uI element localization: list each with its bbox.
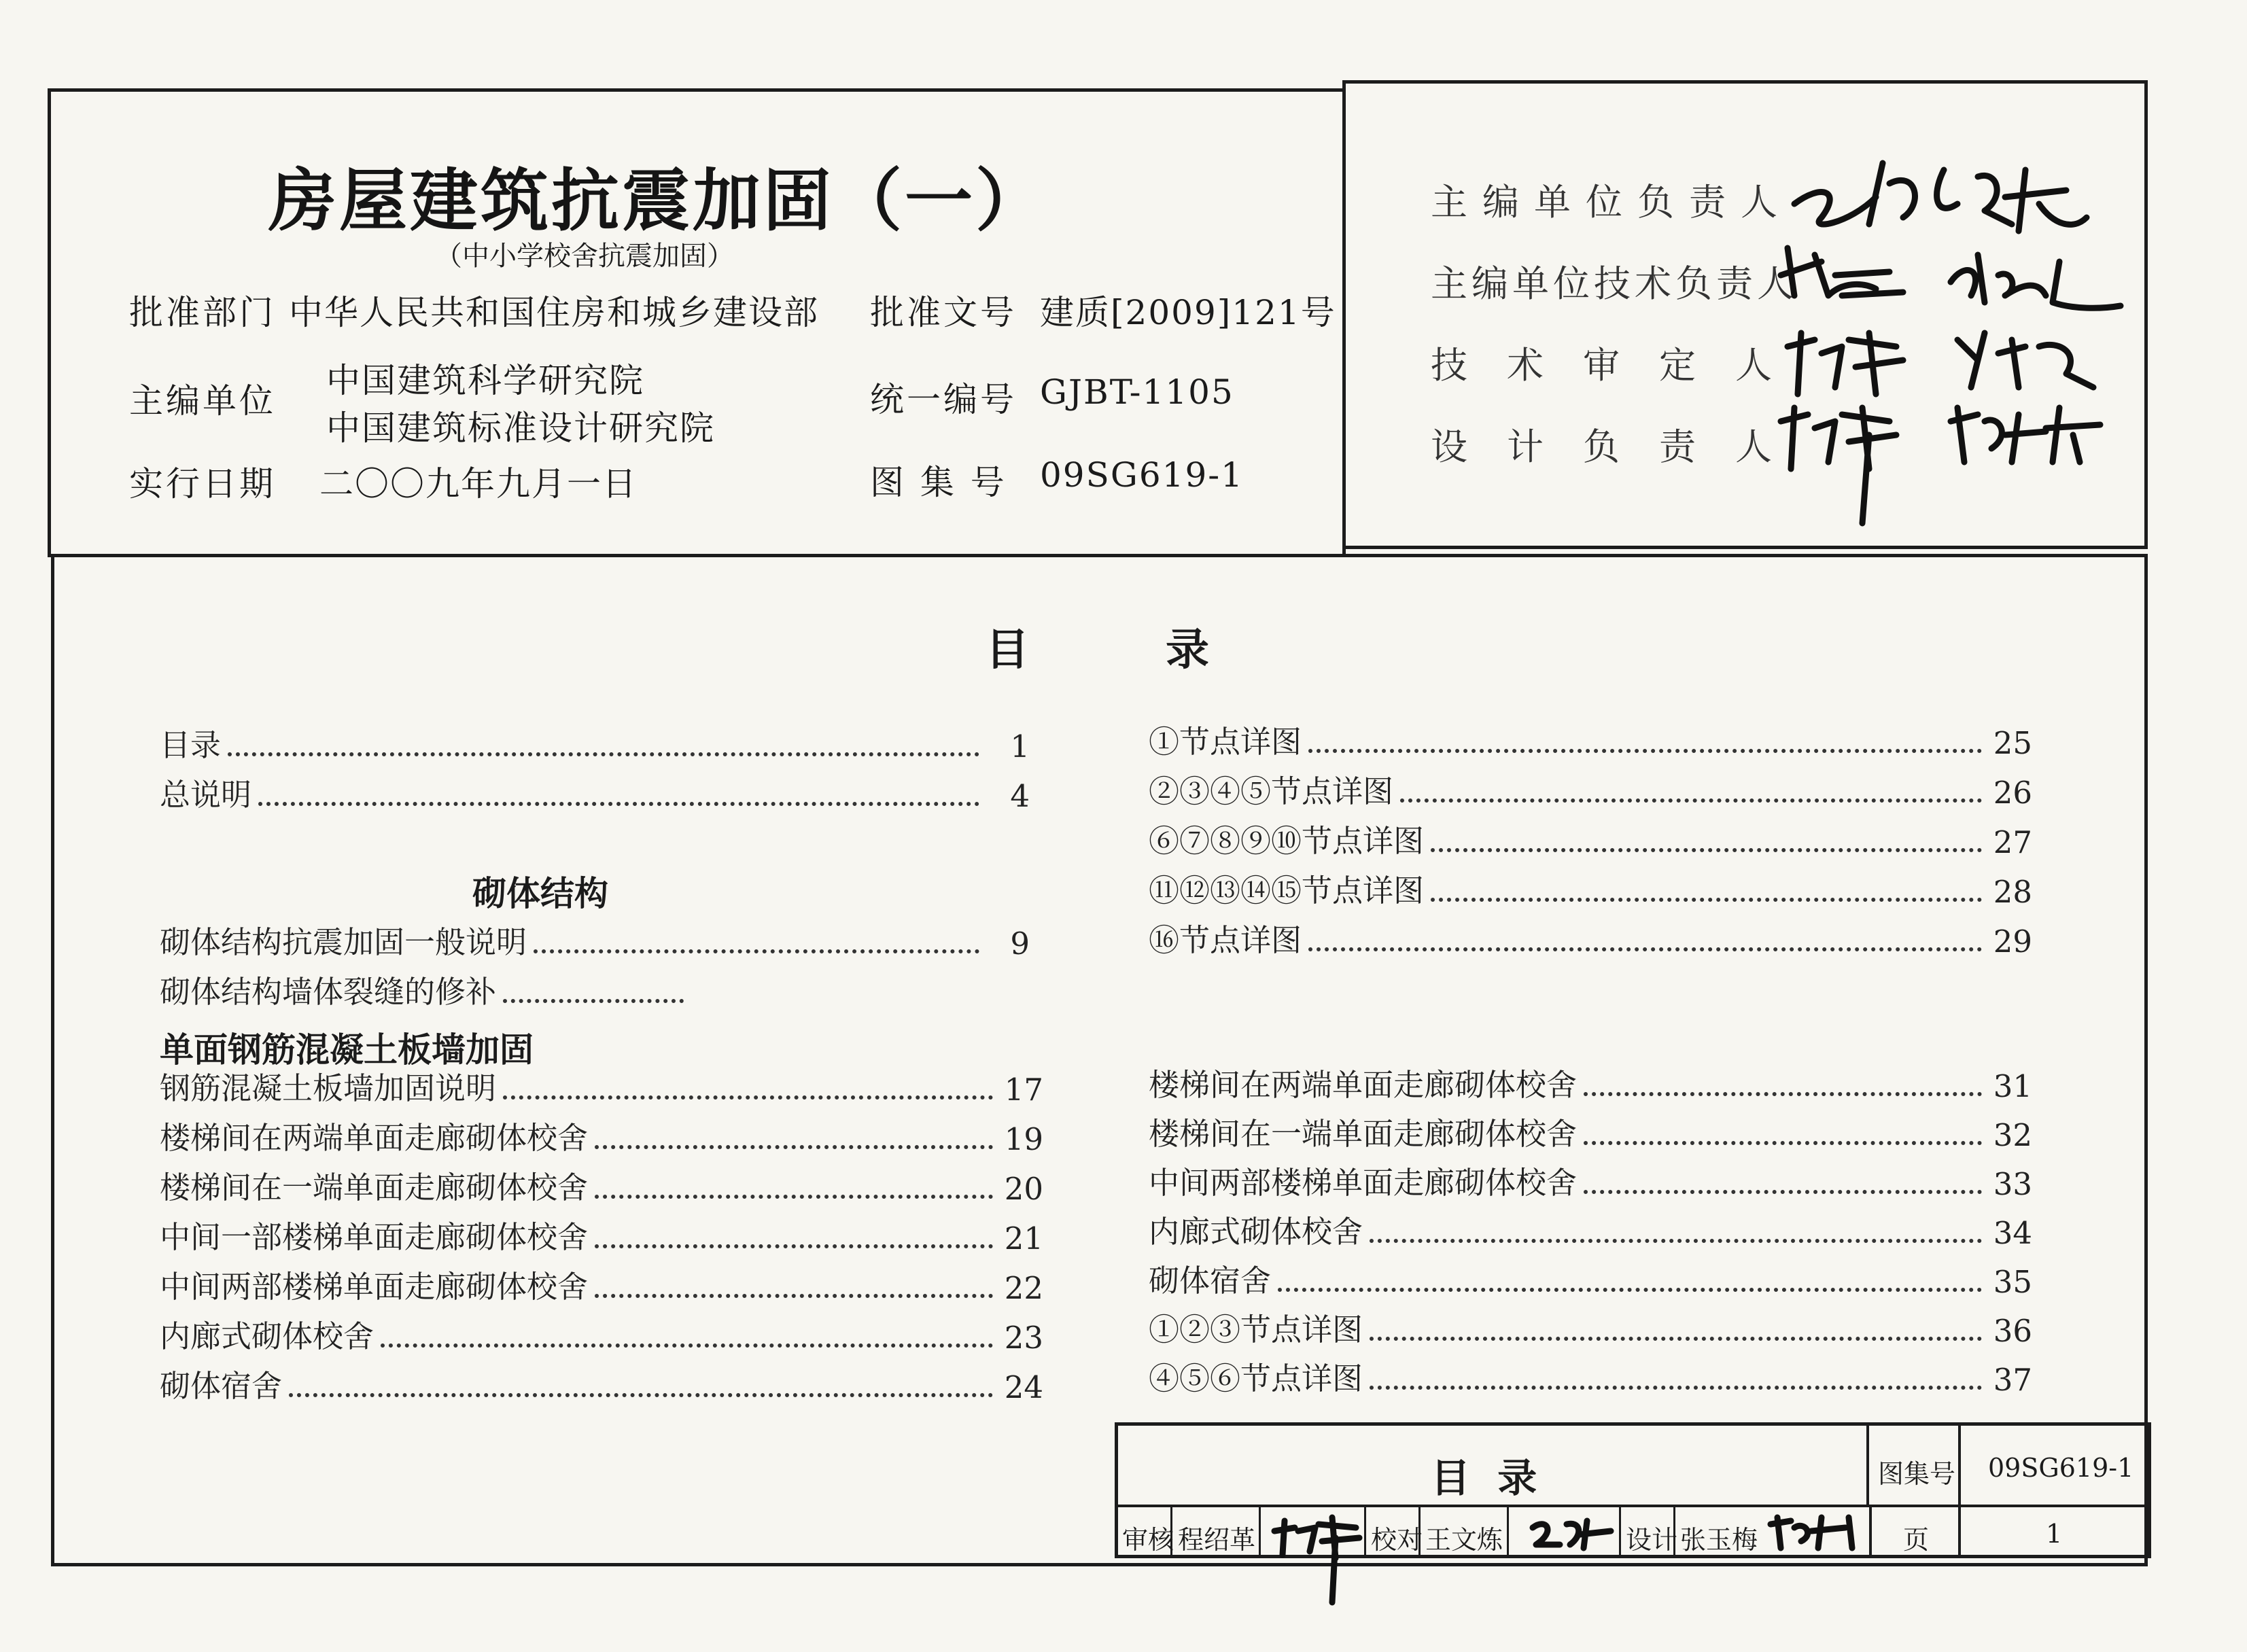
design-lead-label: 设计负责人 [1431,425,1811,468]
toc-leader-dots [503,999,684,1003]
toc-entry-page: 27 [1993,824,2032,860]
toc-entry-title: 砌体结构墙体裂缝的修补 [160,974,497,1010]
toc-entry [1149,820,2032,860]
toc-entry-page: 36 [1993,1313,2032,1349]
toc-entry-page: 20 [1004,1171,1043,1207]
atlas-no-label: 图 集 号 [870,463,1007,502]
signature-row1 [1781,143,2093,245]
toc-leader-dots [1308,749,1982,753]
toc-entry [1149,1161,2032,1202]
toc-entry-page: 4 [1010,778,1030,814]
toc-entry-title: 内廊式砌体校舍 [160,1318,374,1354]
toc-entry-title: 楼梯间在两端单面走廊砌体校舍 [160,1120,589,1156]
toc-entry-title: 楼梯间在一端单面走廊砌体校舍 [1149,1116,1578,1152]
chief-unit-tech-head-label: 主编单位技术负责人 [1431,262,1798,305]
toc-entry-title: 砌体宿舍 [160,1368,283,1404]
toc-entry-page: 22 [1004,1270,1043,1306]
toc-entry [1149,720,2032,761]
title-block-atlas-label: 图集号 [1878,1459,1956,1489]
toc-leader-dots [1308,947,1982,951]
toc-leader-dots [534,949,979,953]
toc-entry [1149,1357,2032,1398]
atlas-no-value: 09SG619-1 [1040,455,1244,495]
toc-leader-dots [1370,1337,1982,1341]
toc-entry-page: 23 [1004,1320,1043,1356]
section-masonry-structure: 砌体结构 [472,874,608,913]
toc-heading-right: 录 [1166,625,1209,675]
toc-leader-dots [258,802,979,806]
toc-leader-dots [595,1294,993,1298]
review-signature [1268,1511,1363,1606]
page-value: 1 [2046,1519,2063,1549]
design-label: 设计 [1626,1525,1678,1555]
toc-leader-dots [381,1343,993,1348]
check-signature [1526,1514,1614,1555]
toc-entry-page: 25 [1993,725,2032,761]
signature-row2-left [1774,234,1910,309]
toc-heading-left: 目 [986,625,1029,675]
signature-row2-right [1937,241,2127,316]
toc-entry-title: 目录 [160,727,222,763]
toc-leader-dots [595,1244,993,1248]
toc-entry [160,970,734,1011]
toc-entry-title: ①②③节点详图 [1149,1312,1363,1348]
toc-entry-page: 21 [1004,1220,1043,1256]
toc-entry-title: 砌体宿舍 [1149,1263,1272,1299]
toc-entry [1149,1112,2032,1153]
toc-entry-page: 31 [1993,1068,2032,1104]
title-block [1115,1422,2151,1558]
toc-entry [1149,919,2032,960]
toc-leader-dots [1370,1386,1982,1390]
editor-unit-1: 中国建筑科学研究院 [326,361,644,400]
toc-entry-title: 中间两部楼梯单面走廊砌体校舍 [1149,1165,1578,1201]
toc-entry-title: 楼梯间在两端单面走廊砌体校舍 [1149,1067,1578,1103]
toc-leader-dots [1278,1288,1982,1292]
toc-leader-dots [503,1095,993,1100]
toc-leader-dots [1584,1092,1982,1096]
effective-date-label: 实行日期 [129,464,276,504]
toc-entry-title: 楼梯间在一端单面走廊砌体校舍 [160,1170,589,1206]
toc-entry [160,1365,1043,1405]
design-signature [1764,1511,1866,1555]
toc-entry-title: 中间一部楼梯单面走廊砌体校舍 [160,1219,589,1255]
toc-entry-page: 19 [1004,1121,1043,1157]
toc-leader-dots [1431,848,1982,852]
effective-date-value: 二〇〇九年九月一日 [319,464,638,504]
toc-entry-page: 32 [1993,1117,2032,1153]
unified-code-label: 统一编号 [870,380,1017,419]
toc-entry [160,1166,1043,1207]
signature-row4-left [1767,394,1917,530]
toc-entry [160,724,1030,765]
toc-leader-dots [1370,1239,1982,1243]
page-label: 页 [1903,1525,1930,1555]
toc-entry [160,1315,1043,1356]
toc-entry-page: 26 [1993,775,2032,811]
document-title: 房屋建筑抗震加固（一） [268,161,1046,241]
approval-doc-label: 批准文号 [870,293,1017,332]
toc-entry [1149,869,2032,910]
toc-entry-page: 34 [1993,1215,2032,1251]
toc-leader-dots [595,1195,993,1199]
toc-entry-page: 24 [1004,1369,1043,1405]
approval-doc-value: 建质[2009]121号 [1040,293,1336,332]
toc-entry-page: 9 [1010,926,1030,962]
editor-unit-2: 中国建筑标准设计研究院 [326,408,715,448]
title-block-title: 目 录 [1431,1455,1544,1501]
toc-entry-page: 35 [1993,1264,2032,1300]
section-rc-slab-wall: 单面钢筋混凝土板墙加固 [160,1030,534,1070]
toc-entry-title: 内廊式砌体校舍 [1149,1214,1363,1250]
design-name: 张玉梅 [1680,1525,1758,1555]
toc-entry [160,1216,1043,1256]
toc-entry [160,1117,1043,1157]
toc-entry [1149,1308,2032,1349]
review-name: 程绍革 [1178,1525,1256,1555]
unified-code-value: GJBT-1105 [1040,372,1234,412]
toc-entry [1149,1210,2032,1251]
toc-leader-dots [595,1145,993,1149]
toc-entry-title: ④⑤⑥节点详图 [1149,1360,1363,1396]
toc-entry-title: ②③④⑤节点详图 [1149,773,1394,809]
toc-leader-dots [1400,798,1982,803]
toc-entry [1149,1064,2032,1104]
toc-entry-title: ⑥⑦⑧⑨⑩节点详图 [1149,823,1425,859]
toc-entry [160,1067,1043,1108]
toc-entry-title: ⑪⑫⑬⑭⑮节点详图 [1149,873,1425,909]
toc-entry-title: 中间两部楼梯单面走廊砌体校舍 [160,1269,589,1305]
signature-row4-right [1937,394,2114,469]
check-name: 王文炼 [1425,1525,1503,1555]
review-label: 审核 [1122,1525,1174,1555]
toc-leader-dots [228,752,979,756]
document-subtitle: （中小学校舍抗震加固） [435,241,734,272]
toc-leader-dots [1584,1190,1982,1194]
toc-entry-page: 17 [1004,1072,1043,1108]
toc-entry-page: 33 [1993,1166,2032,1202]
toc-entry-title: 总说明 [160,777,252,813]
toc-entry-page: 37 [1993,1362,2032,1398]
toc-entry-title: 钢筋混凝土板墙加固说明 [160,1070,497,1106]
toc-entry-page: 1 [1010,728,1030,765]
chief-unit-head-label: 主编单位负责人 [1431,181,1792,224]
toc-leader-dots [1431,898,1982,902]
toc-entry [160,773,1030,814]
approval-dept-label: 批准部门 [129,293,276,332]
check-label: 校对 [1371,1525,1423,1555]
toc-leader-dots [289,1393,993,1397]
technical-approver-label: 技术审定人 [1431,344,1811,387]
toc-entry-page: 29 [1993,924,2032,960]
editor-unit-label: 主编单位 [129,381,276,421]
toc-entry-page: 28 [1993,874,2032,910]
toc-entry [1149,770,2032,811]
toc-entry [1149,1259,2032,1300]
toc-entry-title: ⑯节点详图 [1149,922,1302,958]
toc-leader-dots [1584,1141,1982,1145]
toc-entry-title: ①节点详图 [1149,724,1302,760]
title-block-atlas-value: 09SG619-1 [1988,1453,2134,1483]
approval-dept-value: 中华人民共和国住房和城乡建设部 [289,293,819,332]
toc-entry [160,921,1030,962]
signature-row3-right [1944,319,2107,394]
signature-row3-left [1774,319,1910,401]
toc-entry-title: 砌体结构抗震加固一般说明 [160,924,527,960]
toc-entry [160,1265,1043,1306]
